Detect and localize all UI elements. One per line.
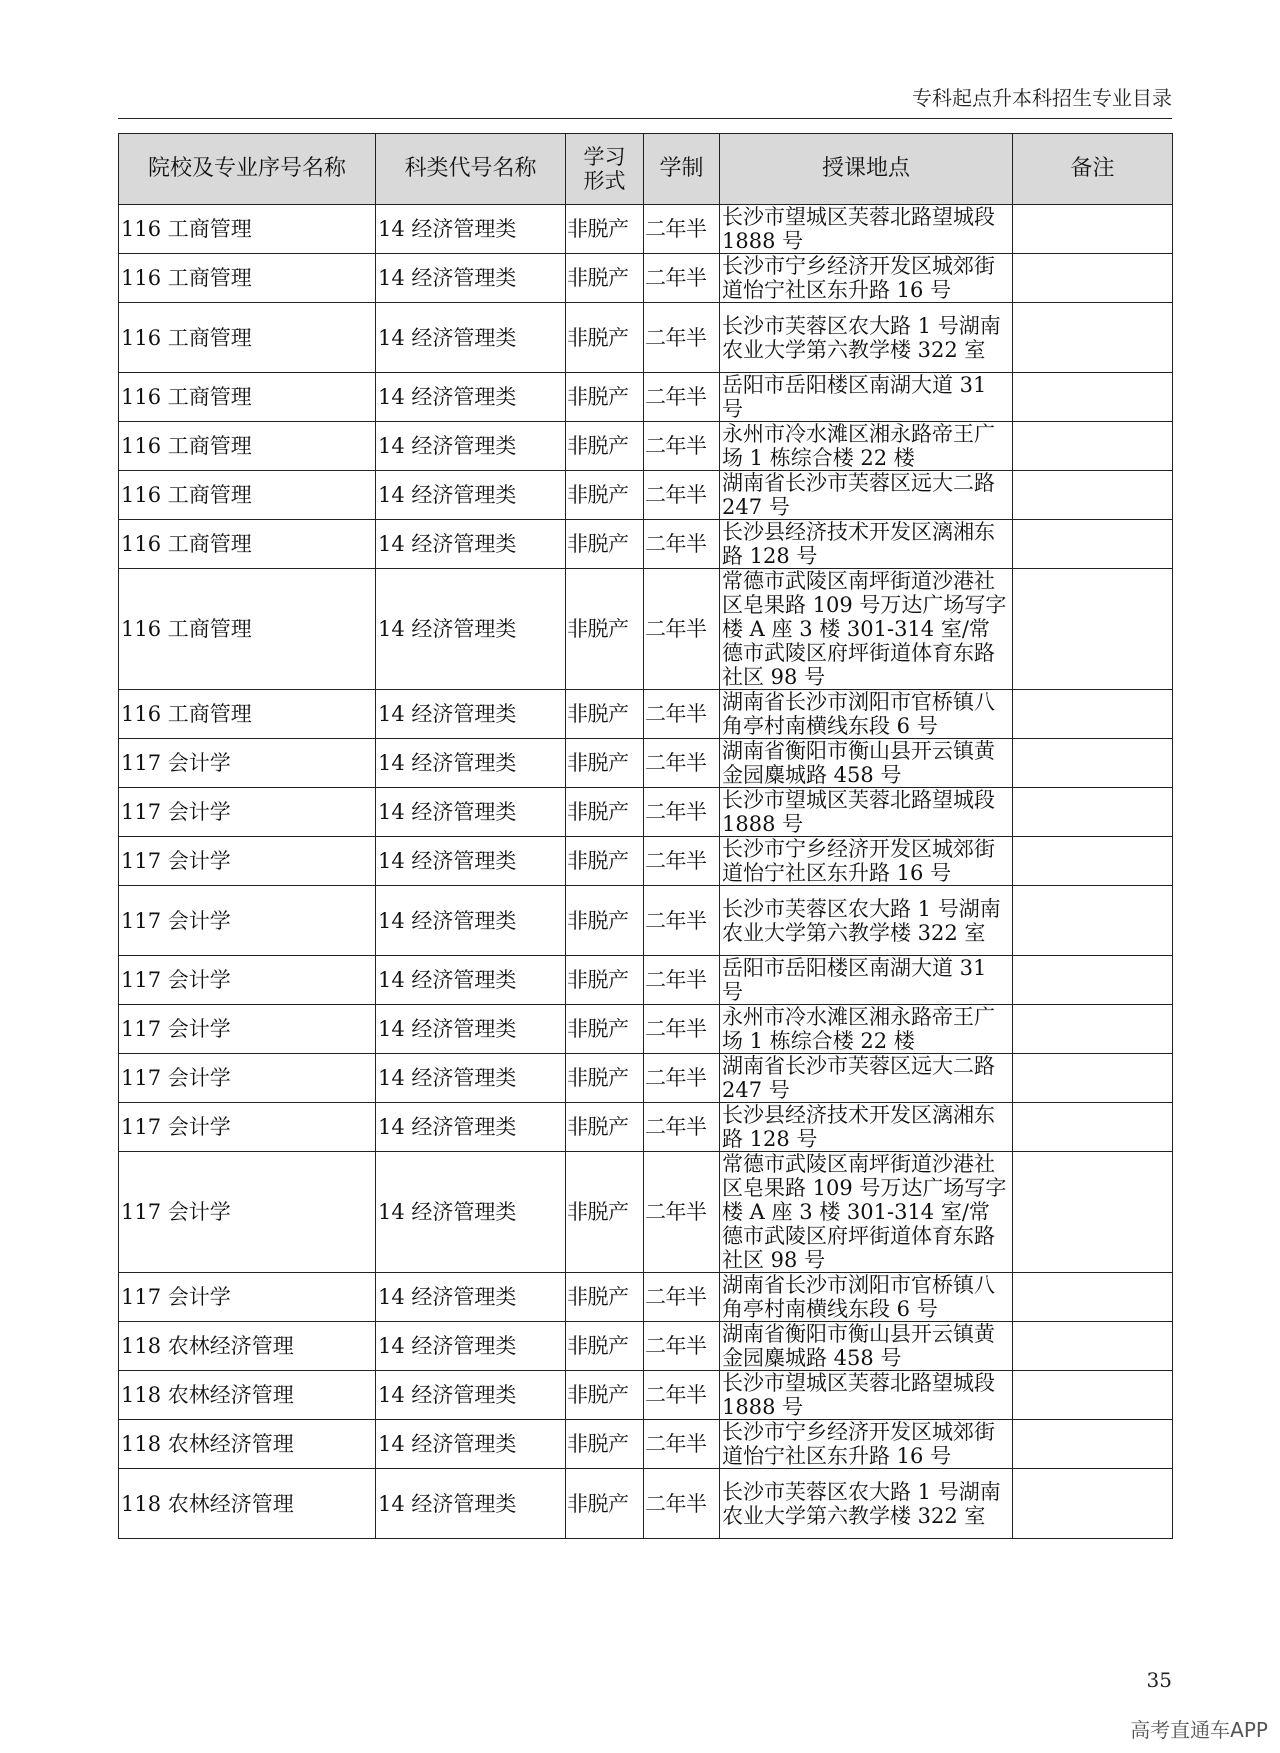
- category-cell: 14 经济管理类: [376, 520, 566, 569]
- category-cell: 14 经济管理类: [376, 1371, 566, 1420]
- duration-cell: 二年半: [644, 373, 720, 422]
- note-cell: [1013, 1103, 1173, 1152]
- note-cell: [1013, 1005, 1173, 1054]
- major-cell: 116 工商管理: [119, 254, 376, 303]
- page-header-title: 专科起点升本科招生专业目录: [912, 86, 1172, 110]
- major-cell: 117 会计学: [119, 1152, 376, 1273]
- study-form-cell: 非脱产: [566, 1469, 644, 1539]
- duration-cell: 二年半: [644, 205, 720, 254]
- table-header-row: [119, 134, 1173, 205]
- category-cell: 14 经济管理类: [376, 956, 566, 1005]
- note-cell: [1013, 520, 1173, 569]
- study-form-cell: 非脱产: [566, 739, 644, 788]
- study-form-cell: 非脱产: [566, 1152, 644, 1273]
- major-cell: 117 会计学: [119, 837, 376, 886]
- duration-cell: 二年半: [644, 1005, 720, 1054]
- page-number: 35: [1146, 1668, 1172, 1692]
- major-cell: 117 会计学: [119, 1273, 376, 1322]
- major-cell: 117 会计学: [119, 886, 376, 956]
- location-cell: 长沙市芙蓉区农大路 1 号湖南农业大学第六教学楼 322 室: [720, 303, 1013, 373]
- duration-cell: 二年半: [644, 422, 720, 471]
- duration-cell: 二年半: [644, 303, 720, 373]
- category-cell: 14 经济管理类: [376, 739, 566, 788]
- category-cell: 14 经济管理类: [376, 205, 566, 254]
- table-row: [119, 886, 1173, 956]
- major-cell: 118 农林经济管理: [119, 1469, 376, 1539]
- study-form-cell: 非脱产: [566, 373, 644, 422]
- duration-cell: 二年半: [644, 739, 720, 788]
- major-cell: 118 农林经济管理: [119, 1322, 376, 1371]
- location-cell: 湖南省长沙市芙蓉区远大二路 247 号: [720, 1054, 1013, 1103]
- table-row: [119, 837, 1173, 886]
- note-cell: [1013, 1420, 1173, 1469]
- duration-cell: 二年半: [644, 788, 720, 837]
- category-cell: 14 经济管理类: [376, 254, 566, 303]
- watermark: 高考直通车APP: [1130, 1718, 1268, 1742]
- major-cell: 117 会计学: [119, 1005, 376, 1054]
- study-form-cell: 非脱产: [566, 837, 644, 886]
- location-cell: 岳阳市岳阳楼区南湖大道 31 号: [720, 373, 1013, 422]
- table-row: [119, 303, 1173, 373]
- note-cell: [1013, 1273, 1173, 1322]
- study-form-cell: 非脱产: [566, 1005, 644, 1054]
- column-header-study-form: 学习 形式: [566, 134, 644, 205]
- category-cell: 14 经济管理类: [376, 690, 566, 739]
- study-form-cell: 非脱产: [566, 471, 644, 520]
- duration-cell: 二年半: [644, 886, 720, 956]
- duration-cell: 二年半: [644, 690, 720, 739]
- table-header: [119, 134, 1173, 205]
- location-cell: 长沙市望城区芙蓉北路望城段 1888 号: [720, 205, 1013, 254]
- note-cell: [1013, 837, 1173, 886]
- major-cell: 117 会计学: [119, 1054, 376, 1103]
- table-row: [119, 690, 1173, 739]
- category-cell: 14 经济管理类: [376, 1152, 566, 1273]
- location-cell: 永州市冷水滩区湘永路帝王广场 1 栋综合楼 22 楼: [720, 422, 1013, 471]
- study-form-cell: 非脱产: [566, 520, 644, 569]
- category-cell: 14 经济管理类: [376, 1322, 566, 1371]
- category-cell: 14 经济管理类: [376, 373, 566, 422]
- table-row: [119, 373, 1173, 422]
- note-cell: [1013, 1469, 1173, 1539]
- major-cell: 116 工商管理: [119, 303, 376, 373]
- category-cell: 14 经济管理类: [376, 1469, 566, 1539]
- table-row: [119, 520, 1173, 569]
- note-cell: [1013, 373, 1173, 422]
- major-cell: 117 会计学: [119, 788, 376, 837]
- location-cell: 湖南省衡阳市衡山县开云镇黄金园麋城路 458 号: [720, 739, 1013, 788]
- location-cell: 湖南省长沙市芙蓉区远大二路 247 号: [720, 471, 1013, 520]
- duration-cell: 二年半: [644, 1054, 720, 1103]
- note-cell: [1013, 303, 1173, 373]
- note-cell: [1013, 788, 1173, 837]
- duration-cell: 二年半: [644, 837, 720, 886]
- category-cell: 14 经济管理类: [376, 788, 566, 837]
- note-cell: [1013, 739, 1173, 788]
- location-cell: 永州市冷水滩区湘永路帝王广场 1 栋综合楼 22 楼: [720, 1005, 1013, 1054]
- location-cell: 湖南省衡阳市衡山县开云镇黄金园麋城路 458 号: [720, 1322, 1013, 1371]
- table-row: [119, 1469, 1173, 1539]
- column-header-note: 备注: [1013, 134, 1173, 205]
- category-cell: 14 经济管理类: [376, 837, 566, 886]
- note-cell: [1013, 1054, 1173, 1103]
- duration-cell: 二年半: [644, 471, 720, 520]
- major-cell: 117 会计学: [119, 956, 376, 1005]
- major-cell: 117 会计学: [119, 1103, 376, 1152]
- study-form-cell: 非脱产: [566, 956, 644, 1005]
- note-cell: [1013, 1322, 1173, 1371]
- study-form-cell: 非脱产: [566, 303, 644, 373]
- study-form-cell: 非脱产: [566, 422, 644, 471]
- table-body: [119, 205, 1173, 1539]
- column-header-location: 授课地点: [720, 134, 1013, 205]
- table-row: [119, 1054, 1173, 1103]
- location-cell: 长沙市望城区芙蓉北路望城段 1888 号: [720, 1371, 1013, 1420]
- note-cell: [1013, 690, 1173, 739]
- study-form-cell: 非脱产: [566, 254, 644, 303]
- duration-cell: 二年半: [644, 569, 720, 690]
- duration-cell: 二年半: [644, 1273, 720, 1322]
- header-divider: [118, 118, 1172, 119]
- location-cell: 长沙市芙蓉区农大路 1 号湖南农业大学第六教学楼 322 室: [720, 886, 1013, 956]
- major-cell: 116 工商管理: [119, 569, 376, 690]
- location-cell: 长沙市宁乡经济开发区城郊街道怡宁社区东升路 16 号: [720, 254, 1013, 303]
- major-cell: 116 工商管理: [119, 471, 376, 520]
- category-cell: 14 经济管理类: [376, 303, 566, 373]
- study-form-cell: 非脱产: [566, 1322, 644, 1371]
- table-row: [119, 1005, 1173, 1054]
- category-cell: 14 经济管理类: [376, 1103, 566, 1152]
- column-header-category: 科类代号名称: [376, 134, 566, 205]
- note-cell: [1013, 886, 1173, 956]
- category-cell: 14 经济管理类: [376, 1054, 566, 1103]
- duration-cell: 二年半: [644, 1152, 720, 1273]
- duration-cell: 二年半: [644, 1371, 720, 1420]
- study-form-cell: 非脱产: [566, 205, 644, 254]
- duration-cell: 二年半: [644, 1322, 720, 1371]
- study-form-cell: 非脱产: [566, 886, 644, 956]
- table-row: [119, 956, 1173, 1005]
- category-cell: 14 经济管理类: [376, 1273, 566, 1322]
- note-cell: [1013, 569, 1173, 690]
- table-row: [119, 1152, 1173, 1273]
- location-cell: 长沙市宁乡经济开发区城郊街道怡宁社区东升路 16 号: [720, 837, 1013, 886]
- location-cell: 长沙县经济技术开发区漓湘东路 128 号: [720, 520, 1013, 569]
- category-cell: 14 经济管理类: [376, 569, 566, 690]
- location-cell: 湖南省长沙市浏阳市官桥镇八角亭村南横线东段 6 号: [720, 1273, 1013, 1322]
- location-cell: 湖南省长沙市浏阳市官桥镇八角亭村南横线东段 6 号: [720, 690, 1013, 739]
- location-cell: 长沙市芙蓉区农大路 1 号湖南农业大学第六教学楼 322 室: [720, 1469, 1013, 1539]
- major-cell: 117 会计学: [119, 739, 376, 788]
- table-row: [119, 569, 1173, 690]
- table-row: [119, 422, 1173, 471]
- major-cell: 118 农林经济管理: [119, 1371, 376, 1420]
- study-form-cell: 非脱产: [566, 1054, 644, 1103]
- location-cell: 长沙县经济技术开发区漓湘东路 128 号: [720, 1103, 1013, 1152]
- study-form-cell: 非脱产: [566, 690, 644, 739]
- location-cell: 长沙市望城区芙蓉北路望城段 1888 号: [720, 788, 1013, 837]
- note-cell: [1013, 422, 1173, 471]
- study-form-cell: 非脱产: [566, 1103, 644, 1152]
- study-form-cell: 非脱产: [566, 1273, 644, 1322]
- duration-cell: 二年半: [644, 1469, 720, 1539]
- note-cell: [1013, 205, 1173, 254]
- location-cell: 常德市武陵区南坪街道沙港社区皂果路 109 号万达广场写字楼 A 座 3 楼 301-314 室/常德市武陵区府坪街道体育东路社区 98 号: [720, 1152, 1013, 1273]
- major-cell: 116 工商管理: [119, 690, 376, 739]
- study-form-cell: 非脱产: [566, 1371, 644, 1420]
- column-header-major: 院校及专业序号名称: [119, 134, 376, 205]
- table-row: [119, 1103, 1173, 1152]
- major-cell: 116 工商管理: [119, 373, 376, 422]
- note-cell: [1013, 1152, 1173, 1273]
- note-cell: [1013, 471, 1173, 520]
- major-cell: 116 工商管理: [119, 205, 376, 254]
- table-row: [119, 1420, 1173, 1469]
- column-header-duration: 学制: [644, 134, 720, 205]
- note-cell: [1013, 254, 1173, 303]
- category-cell: 14 经济管理类: [376, 422, 566, 471]
- location-cell: 长沙市宁乡经济开发区城郊街道怡宁社区东升路 16 号: [720, 1420, 1013, 1469]
- category-cell: 14 经济管理类: [376, 471, 566, 520]
- study-form-cell: 非脱产: [566, 569, 644, 690]
- study-form-cell: 非脱产: [566, 788, 644, 837]
- duration-cell: 二年半: [644, 956, 720, 1005]
- duration-cell: 二年半: [644, 1420, 720, 1469]
- table-row: [119, 254, 1173, 303]
- major-cell: 116 工商管理: [119, 520, 376, 569]
- category-cell: 14 经济管理类: [376, 886, 566, 956]
- table-row: [119, 1371, 1173, 1420]
- category-cell: 14 经济管理类: [376, 1005, 566, 1054]
- duration-cell: 二年半: [644, 1103, 720, 1152]
- study-form-cell: 非脱产: [566, 1420, 644, 1469]
- major-cell: 116 工商管理: [119, 422, 376, 471]
- table-row: [119, 788, 1173, 837]
- enrollment-catalog-table: [118, 133, 1173, 1539]
- note-cell: [1013, 1371, 1173, 1420]
- location-cell: 常德市武陵区南坪街道沙港社区皂果路 109 号万达广场写字楼 A 座 3 楼 301-314 室/常德市武陵区府坪街道体育东路社区 98 号: [720, 569, 1013, 690]
- table-row: [119, 205, 1173, 254]
- location-cell: 岳阳市岳阳楼区南湖大道 31 号: [720, 956, 1013, 1005]
- table-row: [119, 471, 1173, 520]
- major-cell: 118 农林经济管理: [119, 1420, 376, 1469]
- table-row: [119, 739, 1173, 788]
- note-cell: [1013, 956, 1173, 1005]
- table-row: [119, 1322, 1173, 1371]
- category-cell: 14 经济管理类: [376, 1420, 566, 1469]
- duration-cell: 二年半: [644, 254, 720, 303]
- table-row: [119, 1273, 1173, 1322]
- duration-cell: 二年半: [644, 520, 720, 569]
